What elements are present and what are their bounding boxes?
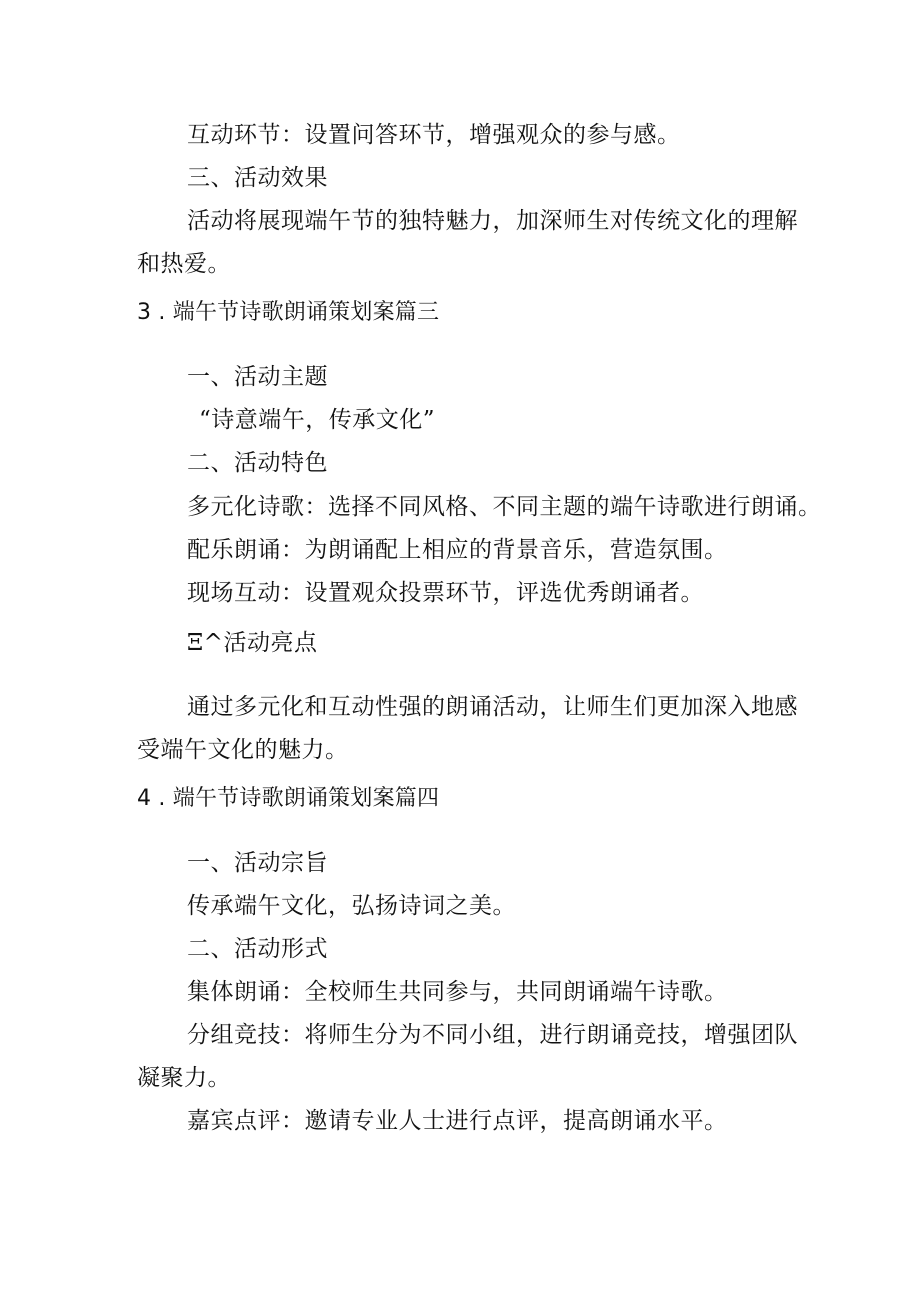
interaction-paragraph: 互动环节：设置问答环节，增强观众的参与感。	[187, 122, 681, 148]
purpose-text: 传承端午文化，弘扬诗词之美。	[187, 893, 516, 919]
form-item-2-line2: 凝聚力。	[137, 1065, 231, 1091]
form-heading: 二、活动形式	[187, 936, 328, 962]
theme-heading: 一、活动主题	[187, 364, 328, 390]
section3-heading: 3 . 端午节诗歌朗诵策划案篇三	[137, 300, 440, 325]
highlight-heading: Ξ^活动亮点	[187, 630, 318, 656]
effect-heading: 三、活动效果	[187, 165, 328, 191]
form-item-2-line1: 分组竞技：将师生分为不同小组，进行朗诵竞技，增强团队	[187, 1022, 798, 1048]
effect-paragraph-line1: 活动将展现端午节的独特魅力，加深师生对传统文化的理解	[187, 208, 798, 234]
feature-item-3: 现场互动：设置观众投票环节，评选优秀朗诵者。	[187, 580, 704, 606]
highlight-paragraph-line2: 受端午文化的魅力。	[137, 737, 349, 763]
form-item-3: 嘉宾点评：邀请专业人士进行点评，提高朗诵水平。	[187, 1108, 728, 1134]
feature-item-1: 多元化诗歌：选择不同风格、不同主题的端午诗歌进行朗诵。	[187, 494, 822, 520]
highlight-paragraph-line1: 通过多元化和互动性强的朗诵活动，让师生们更加深入地感	[187, 694, 798, 720]
form-item-1: 集体朗诵：全校师生共同参与，共同朗诵端午诗歌。	[187, 979, 728, 1005]
theme-text: “诗意端午，传承文化”	[199, 407, 436, 433]
purpose-heading: 一、活动宗旨	[187, 850, 328, 876]
effect-paragraph-line2: 和热爱。	[137, 251, 231, 277]
feature-item-2: 配乐朗诵：为朗诵配上相应的背景音乐，营造氛围。	[187, 537, 728, 563]
feature-heading: 二、活动特色	[187, 450, 328, 476]
section4-heading: 4 . 端午节诗歌朗诵策划案篇四	[137, 786, 440, 811]
